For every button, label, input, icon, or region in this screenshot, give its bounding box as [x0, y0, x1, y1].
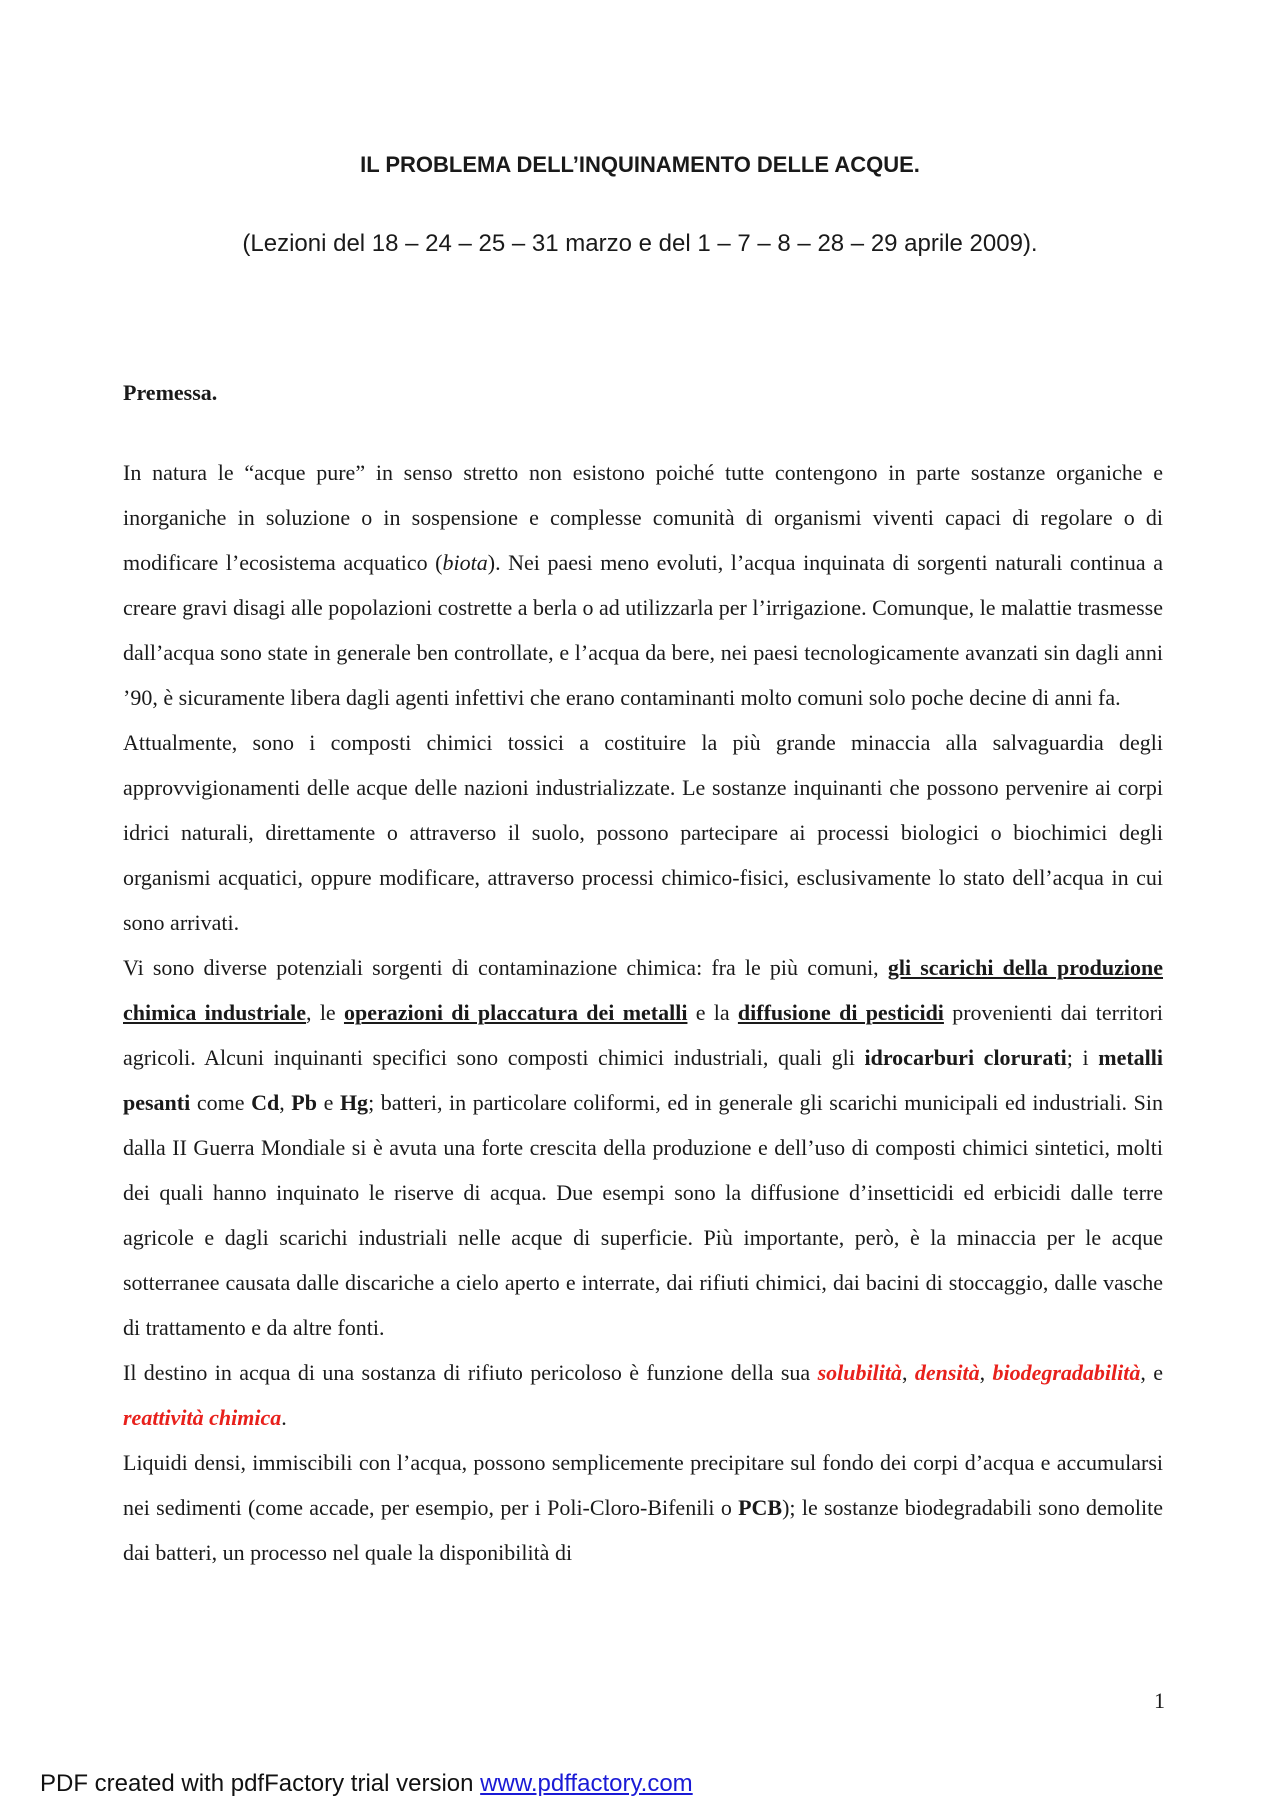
text-run: e: [316, 1090, 340, 1115]
paragraph-5: [123, 1440, 1163, 1575]
footer-link[interactable]: www.pdffactory.com: [480, 1770, 693, 1797]
property-solubility: solubilità: [817, 1360, 902, 1385]
text-run: ,: [979, 1360, 993, 1385]
emphasis-biota: biota: [442, 550, 488, 575]
text-run: ). Nei paesi meno evoluti, l’acqua inquinata di sorgenti naturali continua a creare gravi disagi alle popolazioni costrette a berla o ad utilizzarla per l’irrigazione. Comunque, le malattie trasmesse dall’acqua sono state in generale ben controllate, e l’acqua da bere, nei paesi tecnologicamente avanzati sin dagli anni ’90, è sicuramente libera dagli agenti infettivi che erano contaminanti molto comuni solo poche decine di anni fa.: [123, 550, 1163, 710]
text-run: e la: [687, 1000, 738, 1025]
text-run: ,: [279, 1090, 292, 1115]
paragraph-3: [123, 945, 1163, 1350]
text-run: Vi sono diverse potenziali sorgenti di contaminazione chimica: fra le più comuni,: [123, 955, 888, 980]
key-term-hydrocarbons: idrocarburi clorurati: [864, 1045, 1067, 1070]
text-run: .: [281, 1405, 287, 1430]
text-run: In natura le “acque pure” in senso stretto non esistono poiché tutte contengono in parte sostanze organiche e inorganiche in soluzione o in sospensione e complesse comunità di organismi viventi capaci di regolare o di modificare l’ecosistema acquatico (: [123, 460, 1163, 575]
body-text: [123, 450, 1163, 1575]
paragraph-2: Attualmente, sono i composti chimici tossici a costituire la più grande minaccia alla salvaguardia degli approvvigionamenti delle acque delle nazioni industrializzate. Le sostanze inquinanti che possono pervenire ai corpi idrici naturali, direttamente o attraverso il suolo, possono partecipare ai processi biologici o biochimici degli organismi acquatici, oppure modificare, attraverso processi chimico-fisici, esclusivamente lo stato dell’acqua in cui sono arrivati.: [123, 730, 1163, 935]
text-run: , le: [306, 1000, 344, 1025]
document-subtitle: (Lezioni del 18 – 24 – 25 – 31 marzo e del 1 – 7 – 8 – 28 – 29 aprile 2009).: [242, 230, 1038, 257]
text-run: ; batteri, in particolare coliformi, ed in generale gli scarichi municipali ed industriali. Sin dalla II Guerra Mondiale si è avuta una forte crescita della produzione e dell’uso di composti chimici sintetici, molti dei quali hanno inquinato le riserve di acqua. Due esempi sono la diffusione d’insetticidi ed erbicidi dalle terre agricole e dagli scarichi industriali nelle acque di superficie. Più importante, però, è la minaccia per le acque sotterranee causata dalle discariche a cielo aperto e interrate, dai rifiuti chimici, dai bacini di stoccaggio, dalle vasche di trattamento e da altre fonti.: [123, 1090, 1163, 1340]
key-source-industrial: gli scarichi della produzione chimica industriale: [123, 955, 1163, 1025]
text-run: ); le sostanze biodegradabili sono demolite dai batteri, un processo nel quale la disponibilità di: [123, 1495, 1163, 1565]
text-run: , e: [1140, 1360, 1164, 1385]
element-pb: Pb: [291, 1090, 317, 1115]
element-cd: Cd: [251, 1090, 280, 1115]
paragraph-1: [123, 450, 1163, 720]
property-density: densità: [914, 1360, 980, 1385]
text-run: Il destino in acqua di una sostanza di rifiuto pericoloso è funzione della sua: [123, 1360, 818, 1385]
key-source-plating: operazioni di placcatura dei metalli: [343, 1000, 688, 1025]
page-number: 1: [1154, 1688, 1165, 1713]
paragraph-4: [123, 1350, 1163, 1440]
property-reactivity: reattività chimica: [123, 1405, 282, 1430]
element-hg: Hg: [339, 1090, 369, 1115]
text-run: ,: [901, 1360, 915, 1385]
footer-text: PDF created with pdfFactory trial version: [40, 1770, 481, 1797]
pdf-footer: [40, 1770, 693, 1798]
text-run: Liquidi densi, immiscibili con l’acqua, possono semplicemente precipitare sul fondo dei corpi d’acqua e accumularsi nei sedimenti (come accade, per esempio, per i Poli-Cloro-Bifenili o: [123, 1450, 1163, 1520]
text-run: provenienti dai territori agricoli. Alcuni inquinanti specifici sono composti chimici industriali, quali gli: [123, 1000, 1164, 1070]
key-term-pcb: PCB: [738, 1495, 783, 1520]
key-source-pesticides: diffusione di pesticidi: [737, 1000, 944, 1025]
text-run: ; i: [1066, 1045, 1099, 1070]
text-run: come: [190, 1090, 252, 1115]
document-title: IL PROBLEMA DELL’INQUINAMENTO DELLE ACQUE.: [360, 152, 920, 177]
property-biodegradability: biodegradabilità: [992, 1360, 1141, 1385]
key-term-heavy-metals: metalli pesanti: [123, 1045, 1164, 1115]
section-heading: Premessa.: [123, 380, 218, 405]
